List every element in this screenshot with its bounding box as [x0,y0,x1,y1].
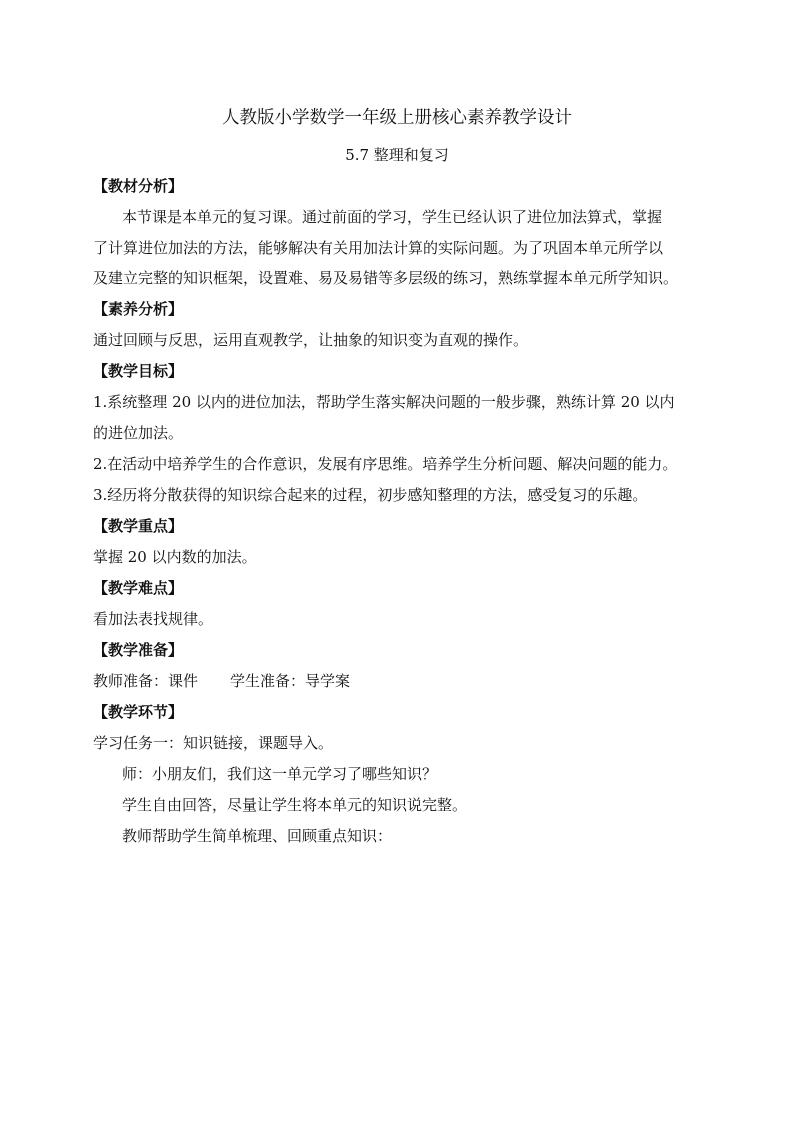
preparation-line [93,671,708,691]
paragraph-line: 掌握 20 以内数的加法。 [93,548,257,566]
heading-key-points: 【教学重点】 [93,517,184,535]
heading-preparation: 【教学准备】 [93,641,184,659]
teacher-preparation: 教师准备：课件 [93,672,199,690]
paragraph-line: 看加法表找规律。 [93,610,214,628]
heading-difficulties: 【教学难点】 [93,579,184,597]
goal-line: 1.系统整理 20 以内的进位加法，帮助学生落实解决问题的一般步骤，熟练计算 20 以内 [93,393,675,411]
task-line: 学习任务一：知识链接，课题导入。 [93,734,334,752]
paragraph-line: 了计算进位加法的方法，能够解决有关用加法计算的实际问题。为了巩固本单元所学以 [93,239,664,257]
goal-line: 2.在活动中培养学生的合作意识，发展有序思维。培养学生分析问题、解决问题的能力。 [93,455,678,473]
goal-line: 3.经历将分散获得的知识综合起来的过程，初步感知整理的方法，感受复习的乐趣。 [93,486,648,504]
paragraph-line: 教师帮助学生简单梳理、回顾重点知识： [122,827,393,845]
document-title: 人教版小学数学一年级上册核心素养教学设计 [222,108,572,128]
paragraph-line: 学生自由回答，尽量让学生将本单元的知识说完整。 [122,796,468,814]
goal-line: 的进位加法。 [93,424,184,442]
student-preparation: 学生准备：导学案 [230,672,351,690]
paragraph-line: 及建立完整的知识框架，设置难、易及易错等多层级的练习，熟练掌握本单元所学知识。 [93,269,679,287]
paragraph-line: 通过回顾与反思，运用直观教学，让抽象的知识变为直观的操作。 [93,331,529,349]
paragraph-line: 师：小朋友们，我们这一单元学习了哪些知识？ [122,765,438,783]
paragraph-line: 本节课是本单元的复习课。通过前面的学习，学生已经认识了进位加法算式，掌握 [122,208,663,226]
document-subtitle: 5.7 整理和复习 [345,146,449,164]
heading-literacy-analysis: 【素养分析】 [93,300,184,318]
heading-teaching-goals: 【教学目标】 [93,362,184,380]
heading-material-analysis: 【教材分析】 [93,177,184,195]
heading-process: 【教学环节】 [93,703,184,721]
